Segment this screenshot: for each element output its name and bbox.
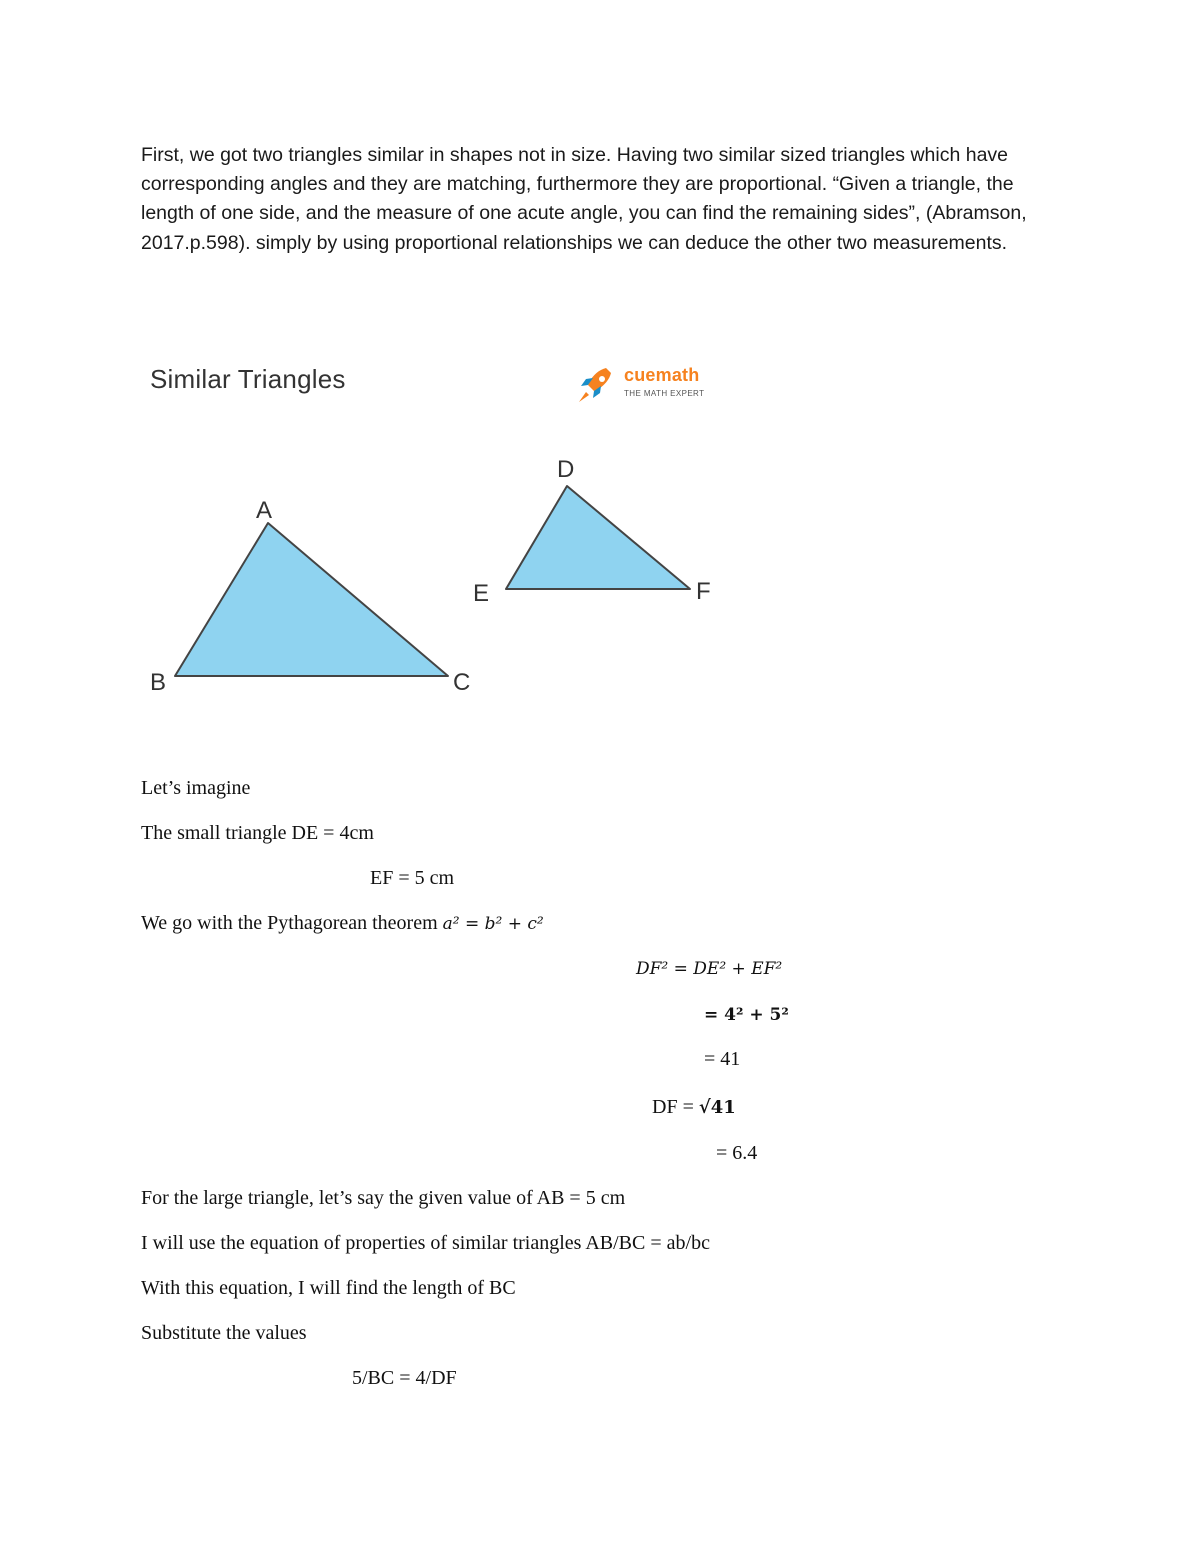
line-step-2: = 41 [704,1048,741,1070]
label-a: A [256,497,273,524]
line-small-ef: EF = 5 cm [370,867,455,889]
similar-triangles-figure [0,0,1200,720]
figure-title: Similar Triangles [150,364,346,394]
df-label: DF = [652,1096,694,1118]
line-imagine: Let’s imagine [141,777,251,799]
logo-tagline: THE MATH EXPERT [624,389,705,398]
label-f: F [696,578,711,605]
line-pythagorean [141,911,544,936]
pythag-text: We go with the Pythagorean theorem [141,912,438,934]
line-step-1 [704,1002,789,1027]
line-final-equation: 5/BC = 4/DF [352,1367,457,1389]
label-d: D [557,456,575,483]
large-triangle-abc [175,523,448,676]
logo-wordmark: cuemath [624,365,700,385]
line-df-sqrt [652,1095,736,1120]
triangles-diagram [0,0,1200,720]
line-use-equation: I will use the equation of properties of similar triangles AB/BC = ab/bc [141,1232,710,1254]
df-sqrt-value: √41 [698,1097,736,1118]
small-triangle-def [506,486,690,589]
line-find-bc: With this equation, I will find the length of BC [141,1277,516,1299]
line-small-de: The small triangle DE = 4cm [141,822,374,844]
label-b: B [150,669,167,696]
line-large-ab: For the large triangle, let’s say the given value of AB = 5 cm [141,1187,626,1209]
step-1-value: = 4² + 5² [704,1005,789,1025]
intro-paragraph: First, we got two triangles similar in shapes not in size. Having two similar sized triangles which have corresponding angles and they are matching, furthermore they are proportional. “Given a triangle, the length of one side, and the measure of one acute angle, you can find the remaining sides”, (Abramson, 2017.p.598). simply by using proportional relationships we can deduce the other two measurements. [141,144,1027,254]
pythag-formula: a² = b² + c² [442,914,544,934]
line-substitute: Substitute the values [141,1322,307,1344]
label-c: C [453,669,471,696]
line-step-3: = 6.4 [716,1142,758,1164]
label-e: E [473,580,490,607]
line-df-equation: DF² = DE² + EF² [636,959,783,979]
